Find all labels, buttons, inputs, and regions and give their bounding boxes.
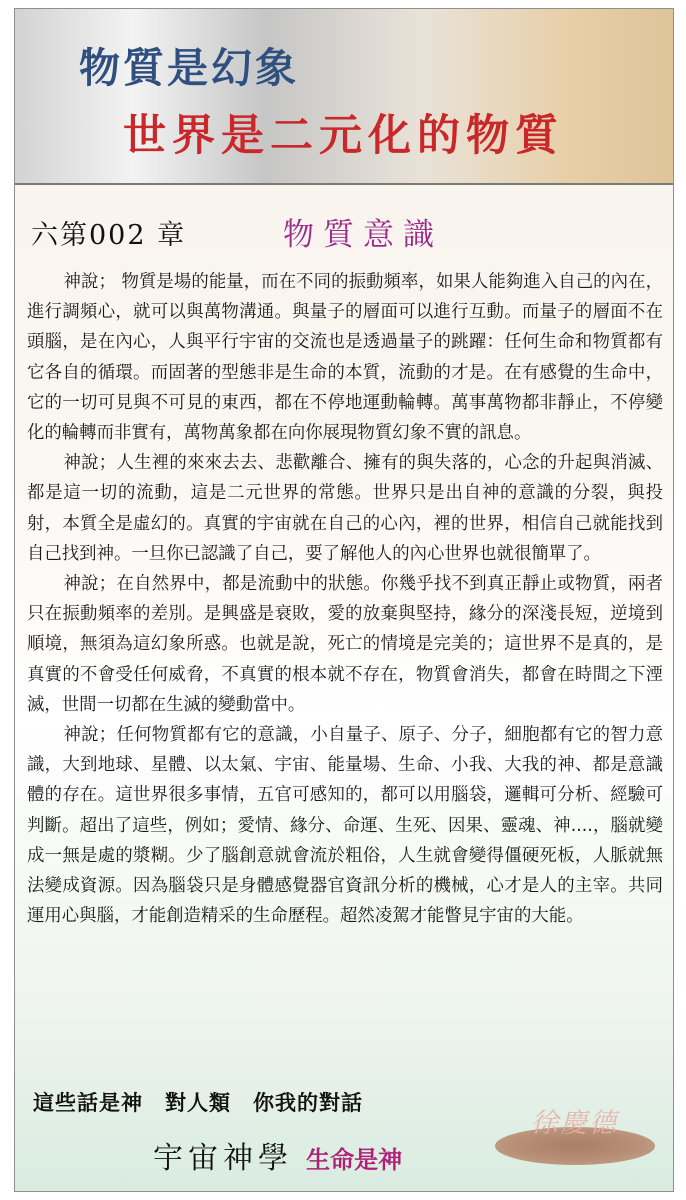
title-banner xyxy=(15,9,673,185)
title-line-2: 世界是二元化的物質 xyxy=(123,111,564,161)
chapter-title: 物質意識 xyxy=(283,217,443,253)
paragraph-3: 神說；在自然界中，都是流動中的狀態。你幾乎找不到真正靜止或物質，兩者只在振動頻率的差別。是興盛是衰敗，愛的放棄與堅持，緣分的深淺長短，逆境到順境，無須為這幻象所惑。也就是說，死亡的情境是完美的；這世界不是真的，是真實的不會受任何威脅，不真實的根本就不存在，物質會消失，都會在時間之下湮滅，世間一切都在生滅的變動當中。 xyxy=(27,574,663,715)
footer-brand-main: 宇宙神學 xyxy=(153,1141,293,1176)
footer-brand-accent: 生命是神 xyxy=(306,1145,403,1174)
paragraph-2: 神說；人生裡的來來去去、悲歡離合、擁有的與失落的，心念的升起與消滅、都是這一切的流動，這是二元世界的常態。世界只是出自神的意識的分裂，與投射，本質全是虛幻的。真實的宇宙就在自己的心內，裡的世界，相信自己就能找到自己找到神。一旦你已認識了自己，要了解他人的內心世界也就很簡單了。 xyxy=(27,453,663,564)
chapter-label: 六第002 章 xyxy=(31,220,187,251)
footer-dialogue-line: 這些話是神 對人類 你我的對話 xyxy=(33,1090,363,1115)
paragraph-4: 神說；任何物質都有它的意識，小自量子、原子、分子，細胞都有它的智力意識，大到地球、星體、以太氣、宇宙、能量場、生命、小我、大我的神、都是意識體的存在。這世界很多事情，五官可感知的，都可以用腦袋，邏輯可分析、經驗可判斷。超出了這些，例如；愛情、緣分、命運、生死、因果、靈魂、神....，腦就變成一無是處的漿糊。少了腦創意就會流於粗俗，人生就會變得僵硬死板，人脈就無法變成資源。因為腦袋只是身體感覺器官資訊分析的機械，心才是人的主宰。共同運用心與腦，才能創造精采的生命歷程。超然凌駕才能瞥見宇宙的大能。 xyxy=(27,725,663,927)
footer-brand-line xyxy=(153,1133,402,1177)
article-body xyxy=(27,267,663,931)
title-line-1: 物質是幻象 xyxy=(79,44,299,92)
signature-text: 徐慶德 xyxy=(531,1108,618,1139)
page-frame xyxy=(14,8,674,1192)
paragraph-1: 神說； 物質是場的能量，而在不同的振動頻率，如果人能夠進入自己的內在，進行調頻心，就可以與萬物溝通。與量子的層面可以進行互動。而量子的層面不在頭腦，是在內心，人與平行宇宙的交流也是透過量子的跳躍：任何生命和物質都有它各自的循環。而固著的型態非是生命的本質，流動的才是。在有感覺的生命中，它的一切可見與不可見的東西，都在不停地運動輪轉。萬事萬物都非靜止，不停變化的輪轉而非實有，萬物萬象都在向你展現物質幻象不實的訊息。 xyxy=(27,272,663,444)
